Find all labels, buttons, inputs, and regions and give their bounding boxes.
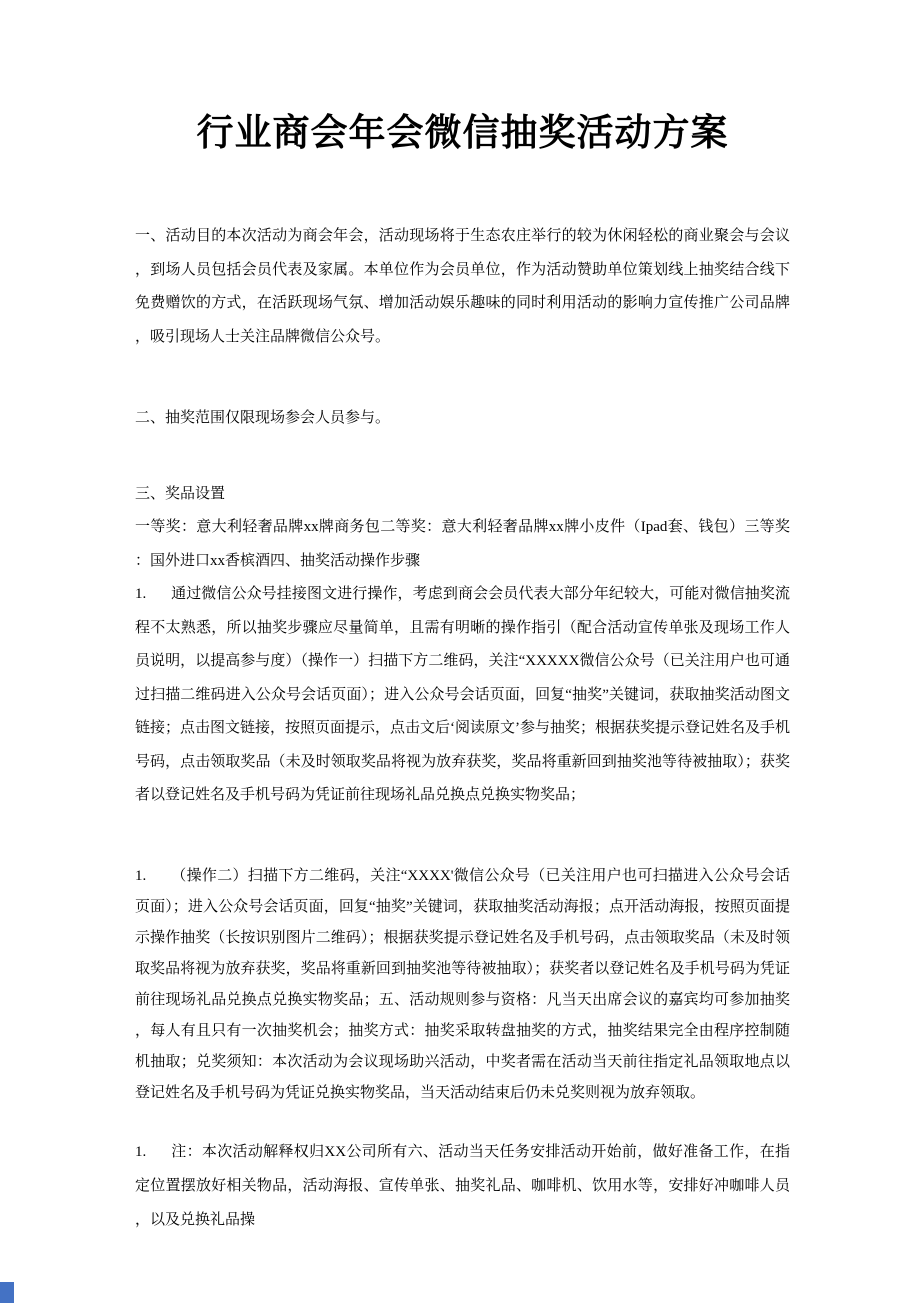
blue-corner-mark bbox=[0, 1282, 14, 1303]
list-item-operation-one bbox=[135, 578, 790, 813]
list-item-operation-two bbox=[135, 861, 790, 1109]
list-item-number: 1. bbox=[135, 867, 147, 884]
paragraph-activity-purpose: 一、活动目的本次活动为商会年会，活动现场将于生态农庄举行的较为休闲轻松的商业聚会与会议，到场人员包括会员代表及家属。本单位作为会员单位，作为活动赞助单位策划线上抽奖结合线下免费赠饮的方式，在活跃现场气氛、增加活动娱乐趣味的同时利用活动的影响力宣传推广公司品牌，吸引现场人士关注品牌微信公众号。 bbox=[135, 228, 790, 345]
list-item-number: 1. bbox=[135, 586, 147, 602]
list-item-number: 1. bbox=[135, 1143, 147, 1160]
list-item-note bbox=[135, 1135, 790, 1237]
document-title: 行业商会年会微信抽奖活动方案 bbox=[196, 112, 729, 153]
paragraph-prizes-heading: 三、奖品设置 bbox=[135, 485, 226, 502]
list-item-text: 注：本次活动解释权归XX公司所有六、活动当天任务安排活动开始前，做好准备工作，在指定位置摆放好相关物品，活动海报、宣传单张、抽奖礼品、咖啡机、饮用水等，安排好冲咖啡人员，以及兑换礼品操 bbox=[135, 1143, 790, 1228]
paragraph-lottery-scope: 二、抽奖范围仅限现场参会人员参与。 bbox=[135, 410, 391, 426]
list-item-text: 通过微信公众号挂接图文进行操作，考虑到商会会员代表大部分年纪较大，可能对微信抽奖流程不太熟悉，所以抽奖步骤应尽量简单，且需有明晰的操作指引（配合活动宣传单张及现场工作人员说明，以提高参与度）（操作一）扫描下方二维码，关注“XXXXX微信公众号（已关注用户也可通过扫描二维码进入公众号会话页面）；进入公众号会话页面，回复“抽奖”关键词，获取抽奖活动图文链接；点击图文链接，按照页面提示，点击文后‘阅读原文’参与抽奖；根据获奖提示登记姓名及手机号码，点击领取奖品（未及时领取奖品将视为放弃获奖，奖品将重新回到抽奖池等待被抽取）；获奖者以登记姓名及手机号码为凭证前往现场礼品兑换点兑换实物奖品； bbox=[135, 586, 790, 803]
list-item-text: （操作二）扫描下方二维码，关注“XXXX'微信公众号（已关注用户也可扫描进入公众号会话页面）；进入公众号会话页面，回复“抽奖”关键词，获取抽奖活动海报；点开活动海报，按照页面提示操作抽奖（长按识别图片二维码）；根据获奖提示登记姓名及手机号码，点击领取奖品（未及时领取奖品将视为放弃获奖，奖品将重新回到抽奖池等待被抽取）；获奖者以登记姓名及手机号码为凭证前往现场礼品兑换点兑换实物奖品；五、活动规则参与资格：凡当天出席会议的嘉宾均可参加抽奖，每人有且只有一次抽奖机会；抽奖方式：抽奖采取转盘抽奖的方式，抽奖结果完全由程序控制随机抽取；兑奖须知：本次活动为会议现场助兴活动，中奖者需在活动当天前往指定礼品领取地点以登记姓名及手机号码为凭证兑换实物奖品，当天活动结束后仍未兑奖则视为放弃领取。 bbox=[135, 867, 790, 1101]
paragraph-prizes-detail: 一等奖：意大利轻奢品牌xx牌商务包二等奖：意大利轻奢品牌xx牌小皮件（Ipad套、钱包）三等奖：国外进口xx香槟酒四、抽奖活动操作步骤 bbox=[135, 519, 790, 569]
document-content bbox=[135, 110, 790, 1237]
